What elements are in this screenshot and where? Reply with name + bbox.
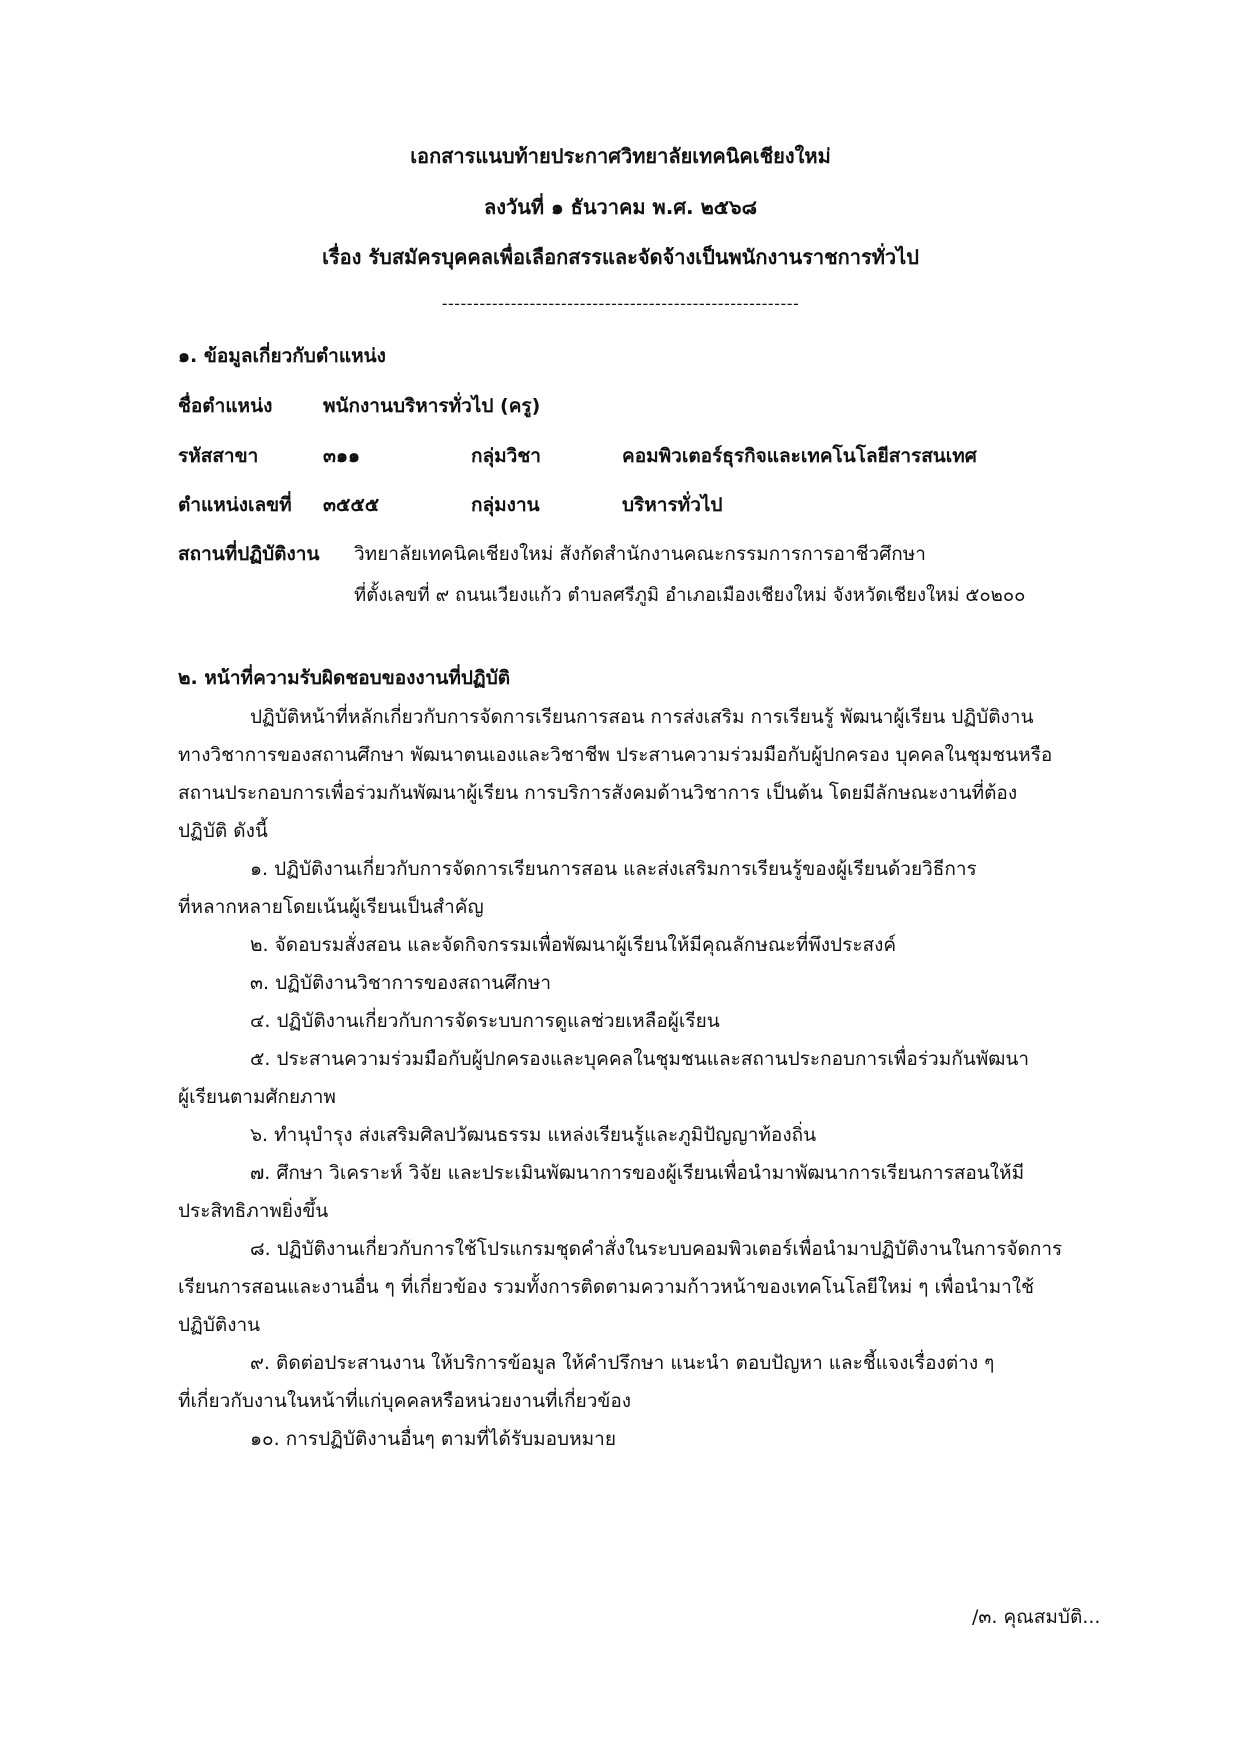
duty-item-9-line-1: ๙. ติดต่อประสานงาน ให้บริการข้อมูล ให้คำปรึกษา แนะนำ ตอบปัญหา และชี้แจงเรื่องต่าง ๆ [250, 1352, 995, 1374]
position-no-label: ตำแหน่งเลขที่ [178, 494, 292, 516]
duty-item-8-line-3: ปฏิบัติงาน [178, 1314, 261, 1336]
workplace-line-2: ที่ตั้งเลขที่ ๙ ถนนเวียงแก้ว ตำบลศรีภูมิ อำเภอเมืองเชียงใหม่ จังหวัดเชียงใหม่ ๕๐๒๐๐ [354, 585, 1026, 606]
header-divider: --------------------------------------------------------- [441, 294, 800, 313]
section2-intro-line-1: ปฏิบัติหน้าที่หลักเกี่ยวกับการจัดการเรียนการสอน การส่งเสริม การเรียนรู้ พัฒนาผู้เรียน ปฏิบัติงาน [250, 706, 1034, 728]
section2-intro-line-2: ทางวิชาการของสถานศึกษา พัฒนาตนเองและวิชาชีพ ประสานความร่วมมือกับผู้ปกครอง บุคคลในชุมชนหรือ [178, 744, 1053, 766]
duty-item-3: ๓. ปฏิบัติงานวิชาการของสถานศึกษา [250, 972, 552, 994]
duty-item-2: ๒. จัดอบรมสั่งสอน และจัดกิจกรรมเพื่อพัฒนาผู้เรียนให้มีคุณลักษณะที่พึงประสงค์ [250, 934, 897, 956]
duty-item-5-line-2: ผู้เรียนตามศักยภาพ [178, 1086, 336, 1108]
duty-item-10: ๑๐. การปฏิบัติงานอื่นๆ ตามที่ได้รับมอบหมาย [250, 1428, 616, 1450]
branch-code-value: ๓๑๑ [323, 445, 361, 467]
subject-group-value: คอมพิวเตอร์ธุรกิจและเทคโนโลยีสารสนเทศ [622, 445, 977, 467]
duty-item-1-line-1: ๑. ปฏิบัติงานเกี่ยวกับการจัดการเรียนการสอน และส่งเสริมการเรียนรู้ของผู้เรียนด้วยวิธีการ [250, 858, 977, 880]
section2-intro-line-4: ปฏิบัติ ดังนี้ [178, 820, 268, 842]
position-name-label: ชื่อตำแหน่ง [178, 395, 273, 417]
subject-group-label: กลุ่มวิชา [471, 445, 541, 467]
position-no-value: ๓๕๕๕ [323, 494, 380, 516]
workplace-label: สถานที่ปฏิบัติงาน [178, 543, 320, 565]
section2-intro-line-3: สถานประกอบการเพื่อร่วมกันพัฒนาผู้เรียน การบริการสังคมด้านวิชาการ เป็นต้น โดยมีลักษณะงานที่ต้อง [178, 782, 1018, 804]
document-date: ลงวันที่ ๑ ธันวาคม พ.ศ. ๒๕๖๘ [483, 195, 758, 219]
document-subject: เรื่อง รับสมัครบุคคลเพื่อเลือกสรรและจัดจ้างเป็นพนักงานราชการทั่วไป [322, 245, 919, 269]
duty-item-9-line-2: ที่เกี่ยวกับงานในหน้าที่แก่บุคคลหรือหน่วยงานที่เกี่ยวข้อง [178, 1390, 632, 1412]
continuation-note: /๓. คุณสมบัติ... [972, 1606, 1101, 1628]
duty-item-1-line-2: ที่หลากหลายโดยเน้นผู้เรียนเป็นสำคัญ [178, 896, 484, 918]
workplace-line-1: วิทยาลัยเทคนิคเชียงใหม่ สังกัดสำนักงานคณะกรรมการการอาชีวศึกษา [354, 543, 926, 565]
branch-code-label: รหัสสาขา [178, 445, 259, 467]
section2-heading: ๒. หน้าที่ความรับผิดชอบของงานที่ปฏิบัติ [178, 667, 511, 689]
duty-item-6: ๖. ทำนุบำรุง ส่งเสริมศิลปวัฒนธรรม แหล่งเรียนรู้และภูมิปัญญาท้องถิ่น [250, 1124, 817, 1146]
duty-item-5-line-1: ๕. ประสานความร่วมมือกับผู้ปกครองและบุคคลในชุมชนและสถานประกอบการเพื่อร่วมกันพัฒนา [250, 1048, 1030, 1070]
section1-heading: ๑. ข้อมูลเกี่ยวกับตำแหน่ง [178, 345, 386, 367]
document-title: เอกสารแนบท้ายประกาศวิทยาลัยเทคนิคเชียงใหม่ [410, 144, 831, 168]
duty-item-7-line-2: ประสิทธิภาพยิ่งขึ้น [178, 1200, 329, 1222]
work-group-label: กลุ่มงาน [471, 494, 540, 516]
duty-item-4: ๔. ปฏิบัติงานเกี่ยวกับการจัดระบบการดูแลช่วยเหลือผู้เรียน [250, 1010, 720, 1032]
duty-item-7-line-1: ๗. ศึกษา วิเคราะห์ วิจัย และประเมินพัฒนาการของผู้เรียนเพื่อนำมาพัฒนาการเรียนการสอนให้มี [250, 1162, 1025, 1184]
work-group-value: บริหารทั่วไป [622, 494, 723, 516]
duty-item-8-line-1: ๘. ปฏิบัติงานเกี่ยวกับการใช้โปรแกรมชุดคำสั่งในระบบคอมพิวเตอร์เพื่อนำมาปฏิบัติงานในการจัดการ [250, 1238, 1063, 1260]
duty-item-8-line-2: เรียนการสอนและงานอื่น ๆ ที่เกี่ยวข้อง รวมทั้งการติดตามความก้าวหน้าของเทคโนโลยีใหม่ ๆ เพื่อนำมาใช้ [178, 1276, 1034, 1298]
position-name-value: พนักงานบริหารทั่วไป (ครู) [323, 395, 541, 417]
